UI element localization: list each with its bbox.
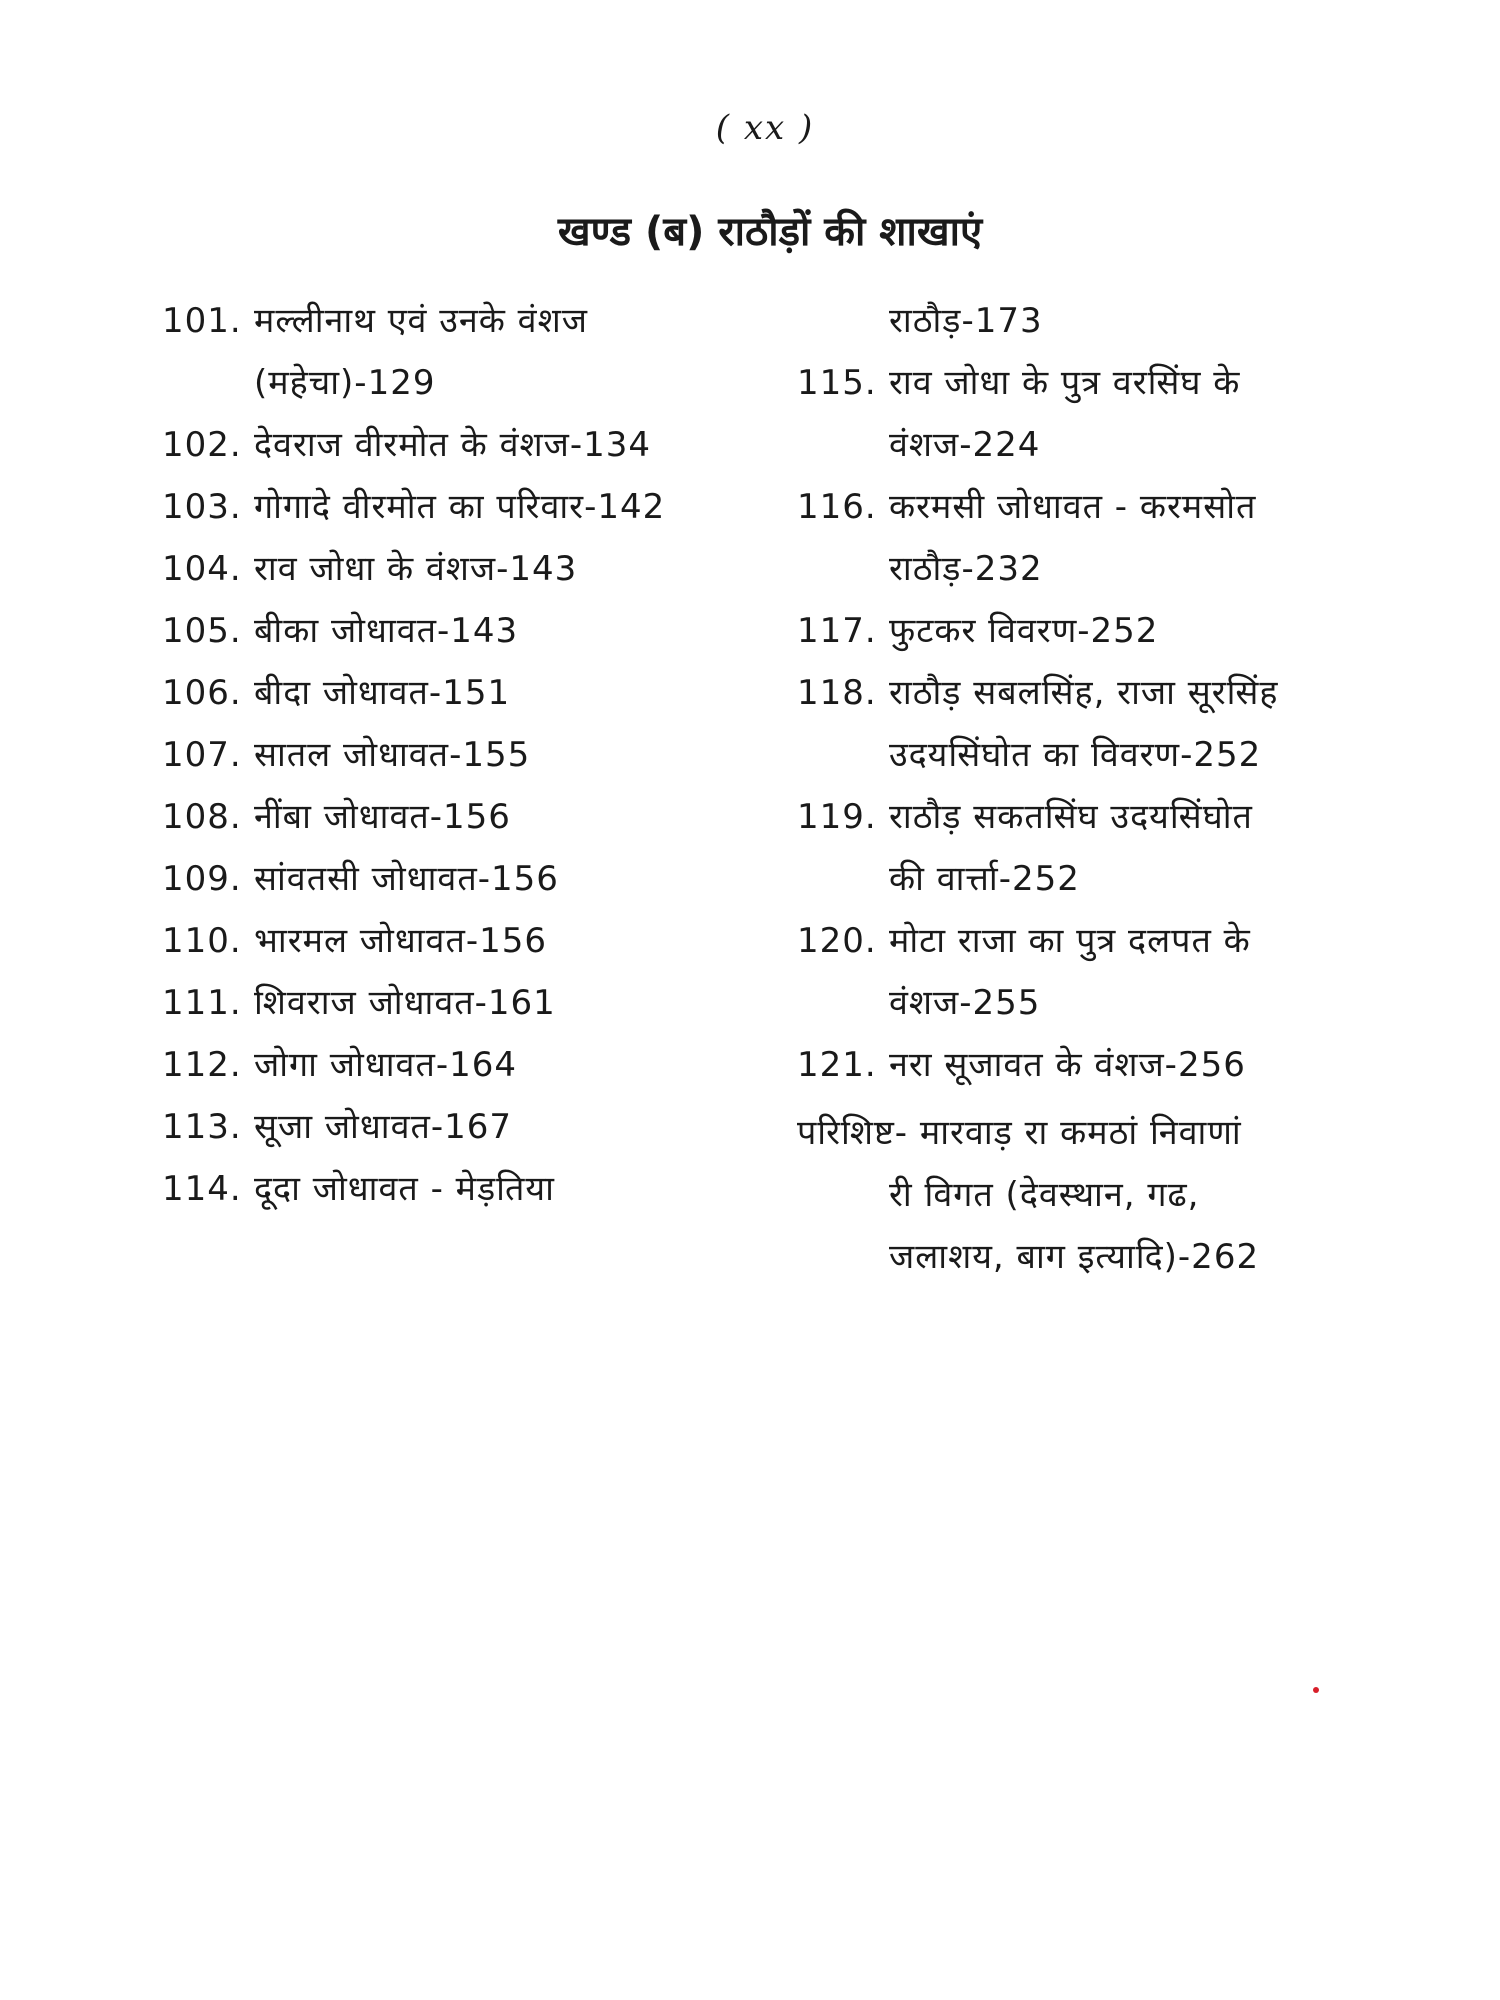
toc-entry-text: दूदा जोधावत - मेड़तिया [254,1169,555,1209]
toc-entry [797,352,1477,476]
toc-entry-text: गोगादे वीरमोत का परिवार-142 [254,487,666,527]
toc-entry-text: सूजा जोधावत-167 [254,1107,513,1147]
toc-entry [162,414,782,476]
toc-entry [162,786,782,848]
toc-entry-number: 105. [162,611,242,651]
toc-entry-number: 108. [162,797,242,837]
toc-entry-text: राठौड़ सकतसिंघ उदयसिंघोत की वार्त्ता-252 [889,797,1253,899]
toc-entry [162,662,782,724]
toc-entry [797,476,1477,600]
toc-entry-text: भारमल जोधावत-156 [254,921,548,961]
section-heading: खण्ड (ब) राठौड़ों की शाखाएं [557,209,983,255]
toc-entry-number: 117. [797,611,877,651]
toc-entry-number: 102. [162,425,242,465]
toc-entry-text: सांवतसी जोधावत-156 [254,859,559,899]
toc-entry-number: 107. [162,735,242,775]
ink-dot-mark [1313,1687,1319,1693]
toc-entry-text: शिवराज जोधावत-161 [254,983,556,1023]
toc-entry-text: करमसी जोधावत - करमसोत राठौड़-232 [889,487,1257,589]
toc-entry-number: 112. [162,1045,242,1085]
toc-entry-text: देवराज वीरमोत के वंशज-134 [254,425,651,465]
toc-entry-number: 118. [797,673,877,713]
toc-entry-number: 109. [162,859,242,899]
toc-right-column [797,290,1477,1288]
toc-entry-number: 111. [162,983,242,1023]
toc-entry [162,290,782,414]
toc-entry-text: बीका जोधावत-143 [254,611,519,651]
toc-entry-number: 104. [162,549,242,589]
toc-entry [162,600,782,662]
toc-entry-text: राव जोधा के वंशज-143 [254,549,578,589]
toc-entry [162,1034,782,1096]
toc-entry [162,910,782,972]
toc-entry-number: 121. [797,1045,877,1085]
toc-entry-number: 119. [797,797,877,837]
toc-entry-number: 116. [797,487,877,527]
toc-entry-number: 114. [162,1169,242,1209]
toc-entry [797,1034,1477,1096]
toc-entry [797,662,1477,786]
toc-entry [797,600,1477,662]
toc-entry-number: 113. [162,1107,242,1147]
toc-entry-text: मोटा राजा का पुत्र दलपत के वंशज-255 [889,921,1251,1023]
toc-entry-text: मल्लीनाथ एवं उनके वंशज (महेचा)-129 [254,301,588,403]
toc-entry [162,972,782,1034]
toc-entry [162,1158,782,1220]
toc-entry [162,538,782,600]
toc-entry [162,476,782,538]
toc-entry-number: 120. [797,921,877,961]
toc-entry [797,786,1477,910]
toc-entry [162,724,782,786]
toc-entry [797,910,1477,1034]
toc-entry [162,848,782,910]
page-number: ( xx ) [715,108,815,148]
toc-entry-continuation: राठौड़-173 [889,301,1043,341]
toc-entry-text: नरा सूजावत के वंशज-256 [889,1045,1246,1085]
toc-entry-number: 101. [162,301,242,341]
toc-entry-text: बीदा जोधावत-151 [254,673,511,713]
toc-entry-number: 115. [797,363,877,403]
toc-entry-number: 110. [162,921,242,961]
toc-left-column [162,290,782,1220]
toc-entry-text: जोगा जोधावत-164 [254,1045,517,1085]
toc-entry-text: राव जोधा के पुत्र वरसिंघ के वंशज-224 [889,363,1241,465]
toc-entry-text: फुटकर विवरण-252 [889,611,1159,651]
toc-appendix: परिशिष्ट- मारवाड़ रा कमठां निवाणां री विगत (देवस्थान, गढ, जलाशय, बाग इत्यादि)-262 [797,1113,1260,1277]
toc-entry-text: सातल जोधावत-155 [254,735,531,775]
toc-entry-text: नींबा जोधावत-156 [254,797,511,837]
toc-entry-text: राठौड़ सबलसिंह, राजा सूरसिंह उदयसिंघोत का विवरण-252 [889,673,1279,775]
toc-entry-number: 106. [162,673,242,713]
toc-entry [162,1096,782,1158]
toc-entry-number: 103. [162,487,242,527]
